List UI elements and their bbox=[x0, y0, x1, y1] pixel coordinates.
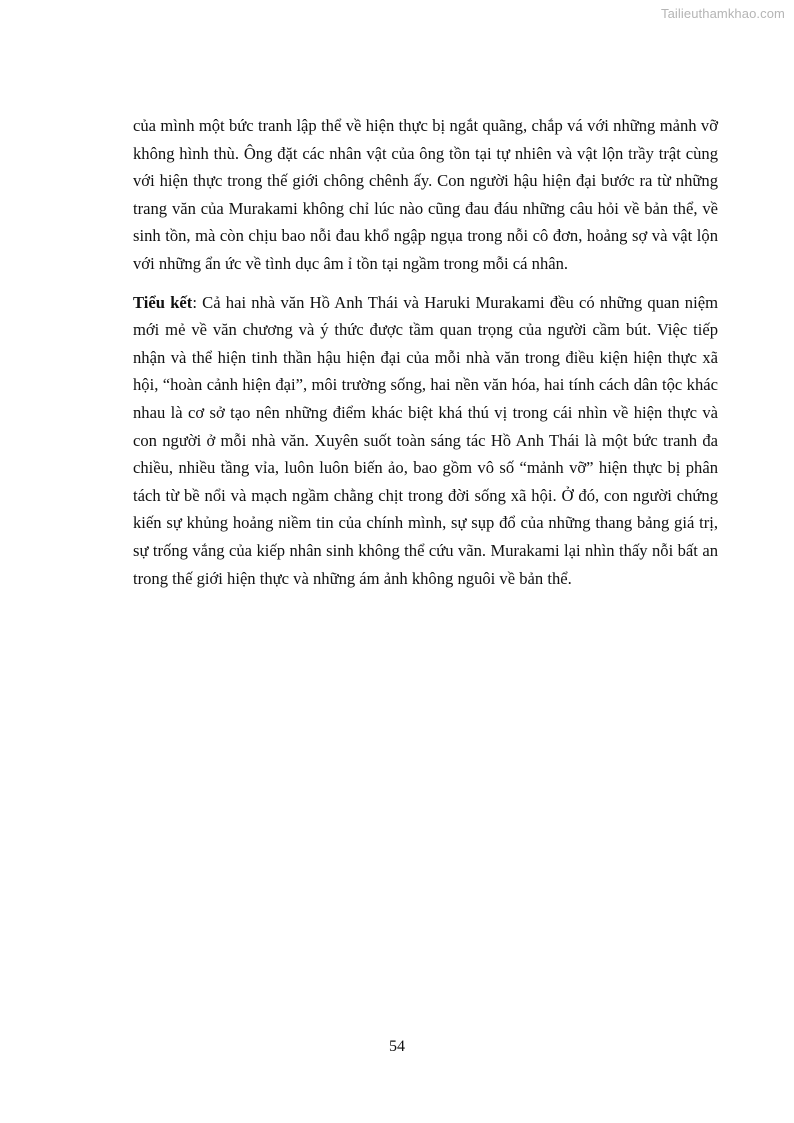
summary-paragraph bbox=[133, 289, 718, 593]
watermark-text: Tailieuthamkhao.com bbox=[660, 6, 785, 21]
document-body bbox=[133, 112, 718, 592]
continuation-paragraph: của mình một bức tranh lập thể về hiện thực bị ngắt quãng, chắp vá với những mảnh vỡ không hình thù. Ông đặt các nhân vật của ông tồn tại tự nhiên và vật lộn trầy trật cùng với hiện thực trong thế giới chông chênh ấy. Con người hậu hiện đại bước ra từ những trang văn của Murakami không chỉ lúc nào cũng đau đáu những câu hỏi về bản thể, về sinh tồn, mà còn chịu bao nỗi đau khổ ngập ngụa trong nỗi cô đơn, hoảng sợ và vật lộn với những ẩn ức về tình dục âm ỉ tồn tại ngầm trong mỗi cá nhân. bbox=[133, 116, 718, 273]
page-number: 54 bbox=[389, 1038, 405, 1055]
summary-label: Tiểu kết bbox=[133, 292, 193, 312]
summary-text: : Cả hai nhà văn Hồ Anh Thái và Haruki Murakami đều có những quan niệm mới mẻ về văn chương và ý thức được tầm quan trọng của người cầm bút. Việc tiếp nhận và thể hiện tinh thần hậu hiện đại của mỗi nhà văn trong điều kiện hiện thực xã hội, “hoàn cảnh hiện đại”, môi trường sống, hai nền văn hóa, hai tính cách dân tộc khác nhau là cơ sở tạo nên những điểm khác biệt khá thú vị trong cái nhìn về hiện thực và con người ở mỗi nhà văn. Xuyên suốt toàn sáng tác Hồ Anh Thái là một bức tranh đa chiều, nhiều tầng vỉa, luôn luôn biến ảo, bao gồm vô số “mảnh vỡ” hiện thực bị phân tách từ bề nổi và mạch ngầm chằng chịt trong đời sống xã hội. Ở đó, con người chứng kiến sự khủng hoảng niềm tin của chính mình, sự sụp đổ của những thang bảng giá trị, sự trống vắng của kiếp nhân sinh không thể cứu vãn. Murakami lại nhìn thấy nỗi bất an trong thế giới hiện thực và những ám ảnh không nguôi về bản thể. bbox=[133, 292, 718, 588]
